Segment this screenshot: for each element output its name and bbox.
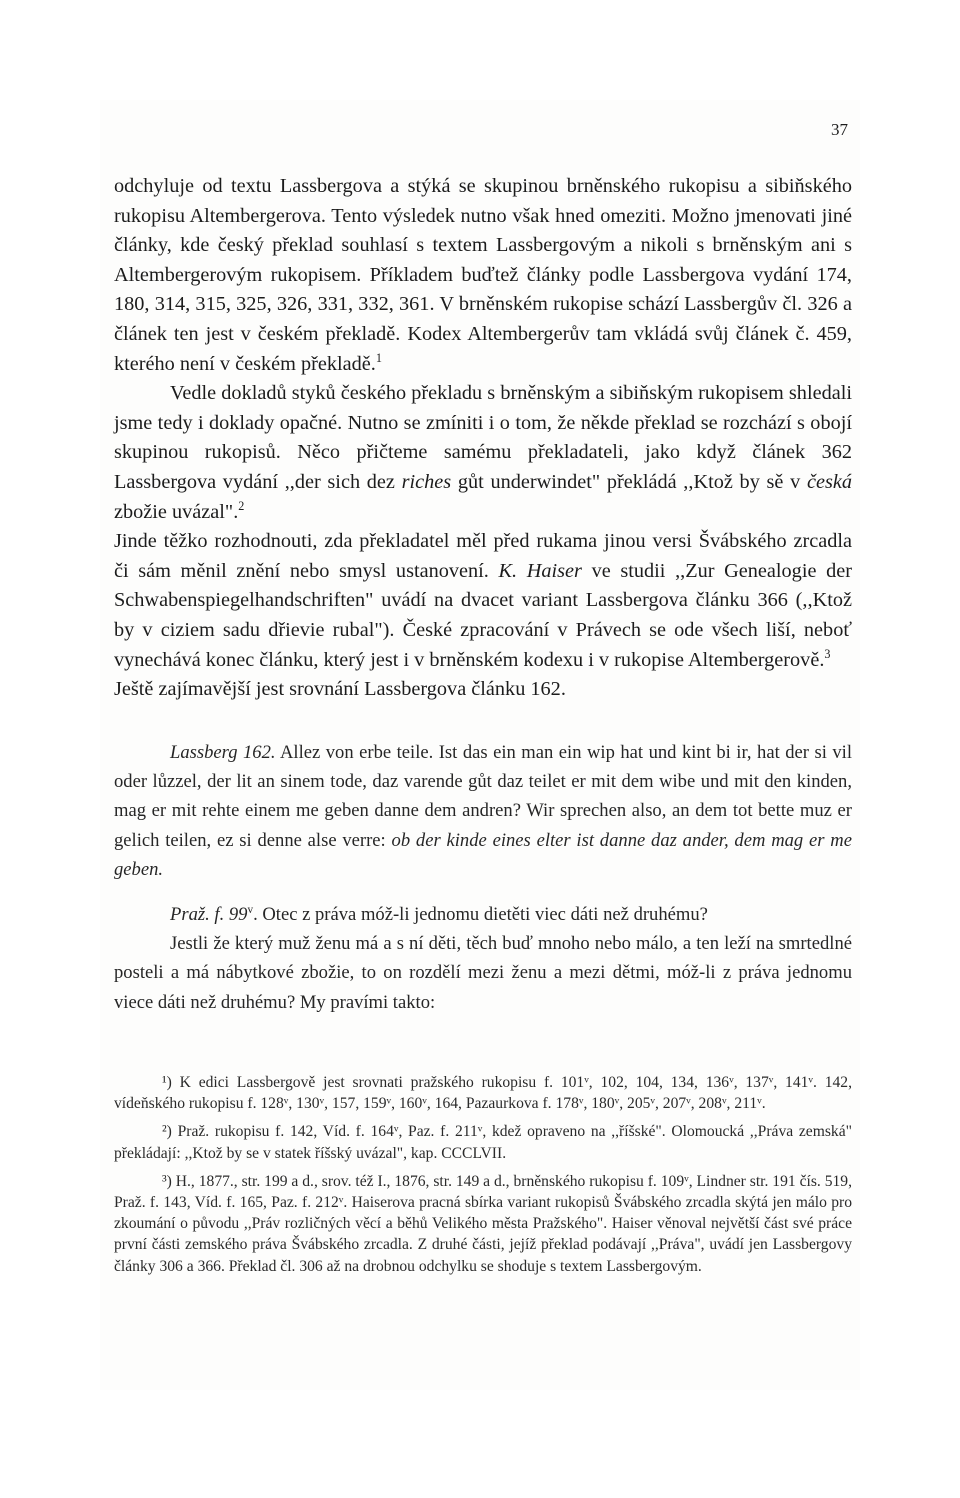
quote-prague-label-sup: v: [247, 903, 254, 916]
page-number: 37: [831, 120, 848, 139]
quote-lassberg-text: Allez von erbe teile. Ist das ein man ein wip hat und kint bi ir, hat der si vil oder lůzzel, der lit an sinem tode, daz varende gůt daz teilet er mit dem wibe und mit den kinden, mag er mit rehte einem me geben danne dem andren? Wir sprechen also, an dem tot bette muz er gelich teilen, ez si denne alse verre:: [114, 742, 852, 851]
paragraph-2-text-c: zbožie uvázal".: [114, 500, 239, 523]
footnote-2: ²) Praž. rukopisu f. 142, Víd. f. 164ᵛ, Paz. f. 211ᵛ, kdež opraveno na ,,říšské". Olomoucká ,,Práva zemská" překládají: ,,Ktož by se v statek říšský uvázal", kap. CCCLVII.: [114, 1123, 852, 1162]
paragraph-1-text: odchyluje od textu Lassbergova a stýká se skupinou brněnského rukopisu a sibiňského rukopisu Altembergerova. Tento výsledek nutno však hned omeziti. Možno jmenovati jiné články, kde český překlad souhlasí s textem Lassbergovým a nikoli s brněnským ani s Altembergerovým rukopisem. Příkladem buďtež články podle Lassbergova vydání 174, 180, 314, 315, 325, 326, 331, 332, 361. V brněnském rukopise schází Lassbergův čl. 326 a článek ten jest v českém překladě. Kodex Altembergerův tam vkládá svůj článek č. 459, kterého není v českém překladě.: [114, 175, 852, 375]
paragraph-3-text-a: Jinde těžko rozhodnouti, zda překladatel měl před rukama jinou versi Švábského zrcadla či sám měnil znění nebo smysl ustanovení.: [114, 530, 852, 582]
paragraph-2: [114, 379, 852, 527]
quote-lassberg-italic: ob der kinde eines elter ist danne daz ander, dem mag er me geben.: [114, 829, 852, 880]
quote-prague-heading: Praž. f. 99$^v$. Otec z práva móž-li jednomu dietěti viec dáti než druhému?: [170, 903, 708, 926]
footnotes: [114, 1072, 852, 1284]
quote-prague-title: Otec z práva móž-li jednomu dietěti viec dáti než druhému?: [262, 904, 708, 926]
paragraph-2-italic-ceska: česká: [806, 470, 852, 493]
quote-prague-text: Jestli že který muž ženu má a s ní děti, těch buď mnoho nebo málo, a ten leží na smrtedlné posteli a má nábytkové zbožie, to on rozdělí mezi ženu a mezi dětmi, móž-li z práva jednomu viece dáti než druhému? My pravími takto:: [114, 933, 852, 1013]
paragraph-3-author: K. Haiser: [498, 559, 582, 582]
footnote-ref-2: 2: [238, 498, 245, 513]
quote-lassberg-label: Lassberg 162.: [170, 742, 276, 763]
paragraph-2-italic-riches: riches: [401, 470, 452, 493]
footnote-ref-1: 1: [375, 350, 382, 365]
quote-lassberg: [114, 738, 852, 884]
paragraph-2-text-a: Vedle dokladů styků českého překladu s brněnským a sibiňským rukopisem shledali jsme tedy i doklady opačné. Nutno se zmíniti i o tom, že někde překlad se rozchází s obojí skupinou rukopisů. Něco přičteme samému překladateli, jako když článek 362 Lassbergova vydání ,,der sich dez: [114, 382, 852, 493]
paragraph-3: [114, 527, 852, 675]
footnote-ref-3: 3: [824, 646, 831, 661]
document-page: [100, 100, 860, 1390]
footnote-3: ³) H., 1877., str. 199 a d., srov. též I., 1876, str. 149 a d., brněnského rukopisu f. 109ᵛ, Lindner str. 191 čís. 519, Praž. f. 143, Víd. f. 165, Paz. f. 212ᵛ. Haiserova pracná sbírka variant rukopisů Švábského zrcadla skýtá jen málo pro zkoumání o původu ,,Práv rozličných věcí a běhů Velikého města Pražského". Haiser věnoval největší část své práce první části zemského práva Švábského zrcadla. Z druhé části, jejíž překlad podávají ,,Práva", uvádí jen Lassbergovy články 306 a 366. Překlad čl. 306 až na drobnou odchylku se shoduje s textem Lassbergovým.: [114, 1172, 852, 1275]
paragraph-1: [114, 172, 852, 379]
quote-prague-label: Praž. f. 99: [170, 904, 248, 926]
paragraph-3-text-b: ve studii ,,Zur Genealogie der Schwabenspiegelhandschriften" uvádí na dvacet variant Lassbergova článku 366 (,,Ktož by v ciziem sadu dřievie rubal"). České zpracování v Právech se ode všech liší, neboť vynechává konec článku, který jest i v brněnském kodexu i v rukopise Altembergerově.: [114, 559, 852, 671]
paragraph-2-text-b: gůt underwindet" překládá ,,Ktož by sě v: [457, 470, 801, 493]
paragraph-4: Ještě zajímavější jest srovnání Lassbergova článku 162.: [114, 678, 566, 701]
quotations: [114, 738, 852, 1017]
main-text: [114, 172, 852, 705]
footnote-1: ¹) K edici Lassbergově jest srovnati pražského rukopisu f. 101ᵛ, 102, 104, 134, 136ᵛ, 137ᵛ, 141ᵛ. 142, vídeňského rukopisu f. 128ᵛ, 130ᵛ, 157, 159ᵛ, 160ᵛ, 164, Pazaurkova f. 178ᵛ, 180ᵛ, 205ᵛ, 207ᵛ, 208ᵛ, 211ᵛ.: [114, 1074, 852, 1113]
